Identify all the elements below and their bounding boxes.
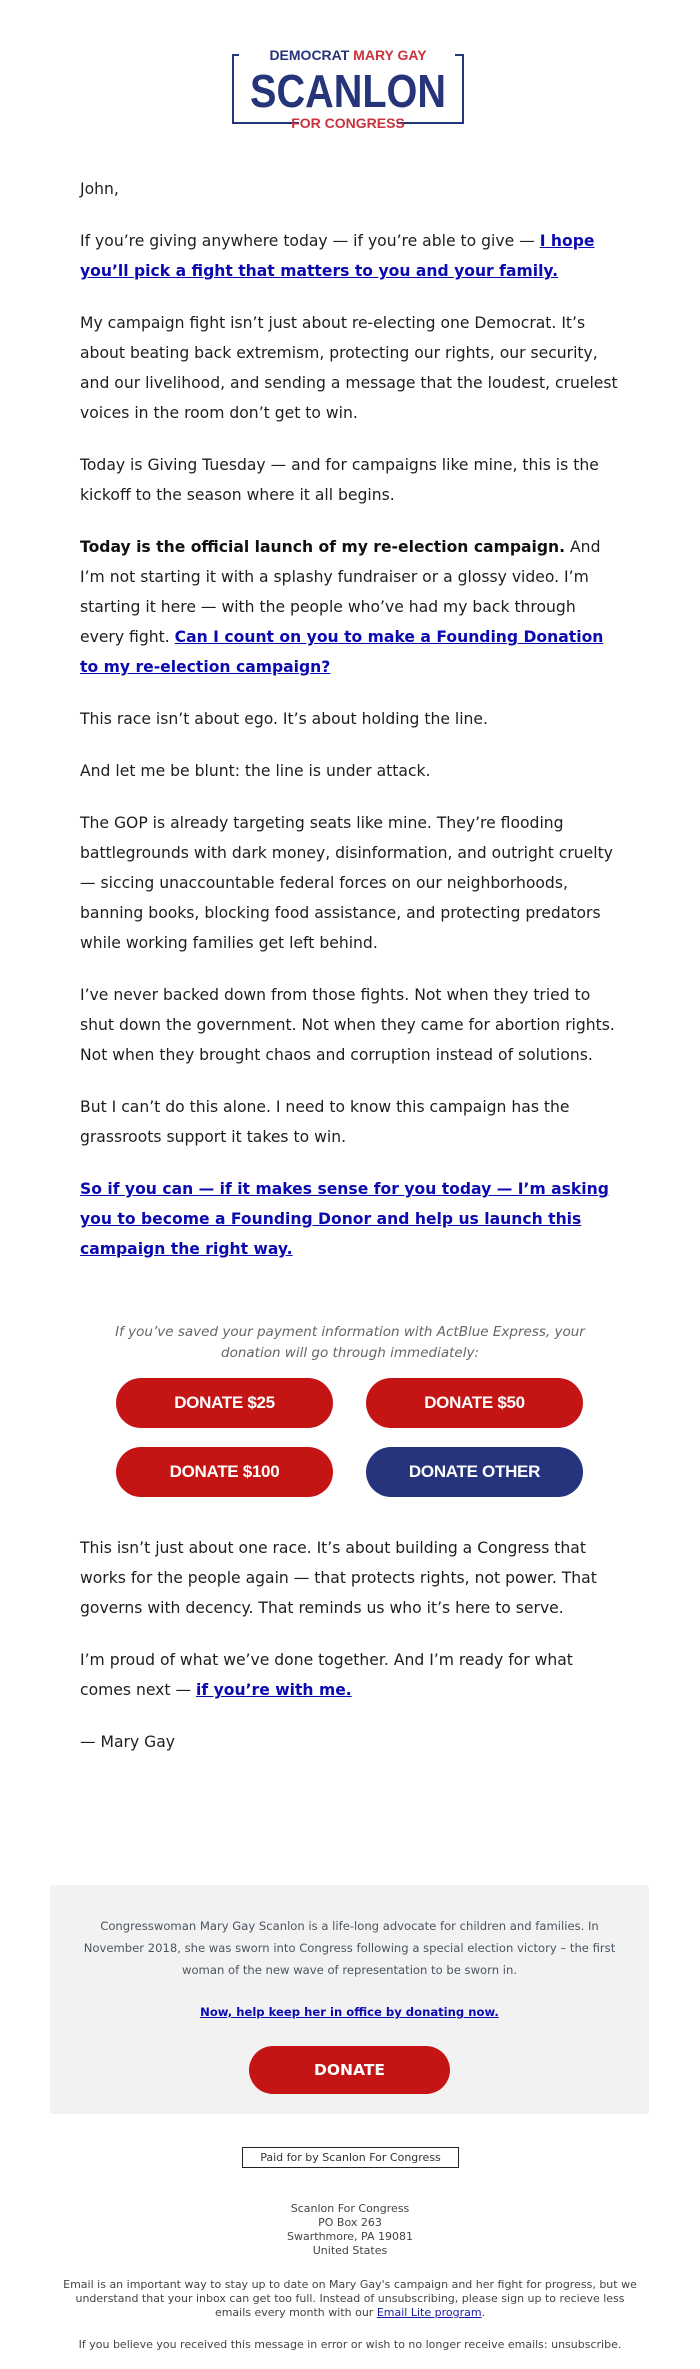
- email-body: [80, 174, 620, 1286]
- svg-text:FOR CONGRESS: FOR CONGRESS: [291, 115, 405, 131]
- svg-text:DEMOCRAT MARY GAY: DEMOCRAT MARY GAY: [269, 47, 427, 63]
- donate-25-button[interactable]: DONATE $25: [116, 1378, 333, 1428]
- paragraph: This race isn’t about ego. It’s about holding the line.: [80, 710, 488, 728]
- founding-donor-link[interactable]: So if you can — if it makes sense for you today — I’m asking you to become a Founding Donor and help us launch this campaign the right way.: [80, 1180, 609, 1258]
- email-lite-note: Email is an important way to stay up to date on Mary Gay's campaign and her fight for progress, but we understand that your inbox can get too full. Instead of unsubscribing, please sign up to recieve less emails every month with our Email Lite program.: [63, 2278, 637, 2319]
- paragraph: If you’re giving anywhere today — if you’re able to give — I hope you’ll pick a fight that matters to you and your family.: [80, 232, 595, 280]
- paragraph: And let me be blunt: the line is under attack.: [80, 762, 431, 780]
- mailing-address: Scanlon For Congress PO Box 263 Swarthmore, PA 19081 United States: [287, 2202, 413, 2257]
- paragraph: Today is Giving Tuesday — and for campaigns like mine, this is the kickoff to the season where it all begins.: [80, 456, 599, 504]
- paragraph: [80, 1174, 620, 1264]
- signoff: — Mary Gay: [80, 1733, 176, 1751]
- paragraph: But I can’t do this alone. I need to know this campaign has the grassroots support it takes to win.: [80, 1098, 570, 1146]
- founding-donation-link[interactable]: Can I count on you to make a Founding Donation to my re-election campaign?: [80, 628, 604, 676]
- paragraph: I’m proud of what we’ve done together. And I’m ready for what comes next — if you’re with me.: [80, 1651, 573, 1699]
- email-lite-link[interactable]: Email Lite program: [376, 2306, 482, 2319]
- paragraph: I’ve never backed down from those fights. Not when they tried to shut down the government. Not when they came for abortion rights. Not when they brought chaos and corruption instead of solutions.: [80, 986, 615, 1064]
- donate-100-button[interactable]: DONATE $100: [116, 1447, 333, 1497]
- if-with-me-link[interactable]: if you’re with me.: [196, 1681, 352, 1699]
- donate-other-button[interactable]: DONATE OTHER: [366, 1447, 583, 1497]
- bio-text: Congresswoman Mary Gay Scanlon is a life-long advocate for children and families. In November 2018, she was sworn into Congress following a special election victory – the first woman of the new wave of representation to be sworn in.: [83, 1919, 616, 1977]
- actblue-express-note: If you’ve saved your payment information with ActBlue Express, your donation will go through immediately:: [115, 1324, 585, 1361]
- pick-a-fight-link[interactable]: I hope you’ll pick a fight that matters to you and your family.: [80, 232, 595, 280]
- paragraph: This isn’t just about one race. It’s about building a Congress that works for the people again — that protects rights, not power. That governs with decency. That reminds us who it’s here to serve.: [80, 1539, 597, 1617]
- email-body-closing: [80, 1533, 620, 1779]
- bio-box: [50, 1885, 649, 2114]
- paragraph: My campaign fight isn’t just about re-electing one Democrat. It’s about beating back extremism, protecting our rights, our security, and our livelihood, and sending a message that the loudest, cruelest voices in the room don’t get to win.: [80, 314, 618, 422]
- paragraph: Today is the official launch of my re-election campaign. And I’m not starting it with a splashy fundraiser or a glossy video. I’m starting it here — with the people who’ve had my back through every fight. Can I count on you to make a Founding Donation to my re-election campaign?: [80, 538, 604, 676]
- donate-now-link[interactable]: Now, help keep her in office by donating now.: [200, 2005, 499, 2019]
- greeting: John,: [80, 180, 119, 198]
- donate-button[interactable]: DONATE: [249, 2046, 450, 2094]
- unsubscribe-note[interactable]: If you believe you received this message in error or wish to no longer receive emails: unsubscribe.: [78, 2338, 622, 2351]
- paragraph: The GOP is already targeting seats like mine. They’re flooding battlegrounds with dark money, disinformation, and outright cruelty — siccing unaccountable federal forces on our neighborhoods, banning books, blocking food assistance, and protecting predators while working families get left behind.: [80, 814, 613, 952]
- paid-for-disclaimer: Paid for by Scanlon For Congress: [242, 2147, 459, 2168]
- campaign-logo: [231, 45, 465, 133]
- svg-text:SCANLON: SCANLON: [250, 65, 446, 117]
- donate-50-button[interactable]: DONATE $50: [366, 1378, 583, 1428]
